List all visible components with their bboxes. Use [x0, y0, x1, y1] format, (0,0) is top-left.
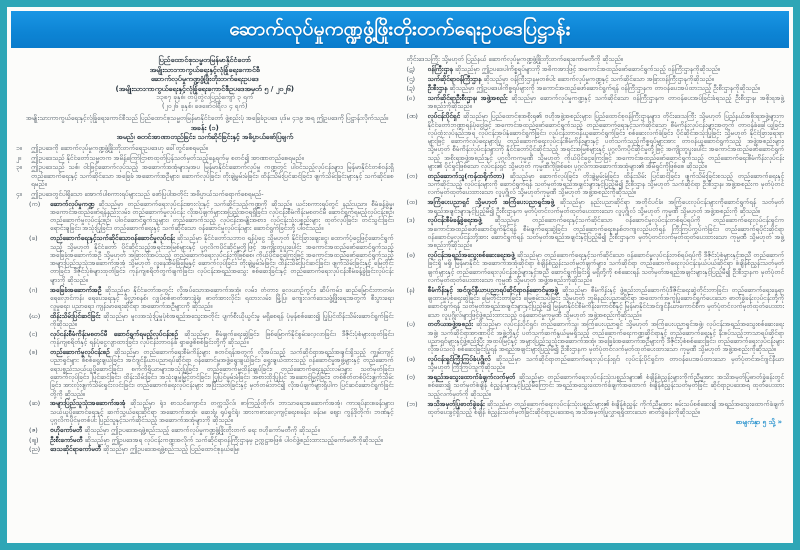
definition-marker: (ပ): [406, 320, 416, 329]
definition-item: [407, 94, 785, 111]
definition-marker: (က): [29, 199, 41, 208]
section-item: [16, 144, 394, 152]
definition-text: [428, 112, 785, 170]
definition-term: အများပြည်သူသုံးအဆောက်အအုံ: [50, 399, 126, 408]
section-item: [16, 154, 394, 162]
definition-term: တည်ဆောက်ရေးနှင့်သက်ဆိုင်သောဝန်ဆောင်မှုလုပ်ငန်း: [50, 234, 175, 243]
definition-body: ဆိုသည်မှာ နိုင်ငံတော်သဘာဝ ရန်ပုံငွေ သို့မဟုတ် နိုင်ငံခြားချေးငွေ၊ ထောက်ပံ့ငွေဖြင့်ဆောင်ရွက်သည့် သို့မဟုတ် နိုင်ငံတော် ပိုင်ဆိုင်သည့်အရင်းအမြစ်များနှင့် ပုဂ္ဂလိကပိုင်ဆိုင်မှုတို့ဖြင့် အကျိုးတူပူးပေါင်း အကောင်အထည်ဖော်ဆောင်ရွက်သည့် အခြေခံအဆောက်အဦ သို့မဟုတ် အခြားလိုအပ်သည့် တည်ဆောက်ရေးလုပ်ငန်းကိုဖြစ်စေ၊ ကိုယ်ပိုင်ငွေကြေးဖြင့် အကောင်အထည်ဖော်ဆောင်ရွက်သည့် အများပြည်သူသုံးအဆောက်အအုံ သို့မဟုတ် လူနေအိမ်ခြံမြေနှင့် ဆောက်လုပ်ခြင်း၊ တိုးချဲ့မွမ်းမံခြင်း၊ ထိန်းသိမ်းပြင်ဆင်ခြင်း၊ ဖျက်သိမ်းခြင်းနှင့် မြေတိုင်းတာခြင်း၊ ဒီဇိုင်းပုံစံများထုတ်ခြင်း၊ ကုန်ကျစရိတ်တွက်ချက်ခြင်း၊ လုပ်ငန်းအရည်အသွေး စစ်ဆေးခြင်းနှင့် တည်ဆောက်ရေးလုပ်ငန်းစီမံခန့်ခွဲခြင်းလုပ်ငန်းများကို ဆိုသည်။: [50, 234, 394, 284]
section-text: ဤဥပဒေကို ဆောက်လုပ်မှုကဏ္ဍဖွံ့ဖြိုးတိုးတက်ရေးဥပဒေဟု ခေါ်တွင်စေရမည်။: [31, 143, 208, 152]
definition-item: [407, 286, 785, 319]
definition-marker: (စ): [29, 348, 38, 357]
definition-marker: (ဏ): [406, 112, 418, 121]
definition-marker: (န): [406, 285, 415, 294]
definition-text: [428, 400, 785, 417]
section-text: ဤဥပဒေတွင်ပါရှိသော အောက်ပါစကားရပ်များသည် ဖော်ပြပါအတိုင်း အဓိပ္ပာယ်သက်ရောက်စေရမည်-: [31, 189, 264, 198]
definition-text: [50, 445, 394, 453]
definition-term: ဦးစီးကော်မတီ: [50, 435, 83, 444]
banner-title: ဆောက်လုပ်မှုကဏ္ဍဖွံ့ဖြိုးတိုးတက်ရေးဥပဒေပြဋ္ဌာန်း: [229, 18, 571, 40]
section-text: ဤဥပဒေသည် နိုင်ငံတော်သမ္မတက အမိန့်ကြော်ငြာစာထုတ်ပြန်သတ်မှတ်သည့်နေ့ရက်မှ စတင်၍ အာဏာတည်စေရမည်။: [31, 153, 304, 162]
definition-body: ဆိုသည်မှာ နည်းပညာဆိုင်ရာ အတိုင်ပင်ခံ၊ အကြံပေးလုပ်ငန်းများကိုဆောင်ရွက်ရန် သတ်မှတ်အရည်အချင်းများနှင့်ပြည့်မီ၍ ဦးစီးဌာနက မှတ်ပုံတင်လက်မှတ်ထုတ်ပေးထားသော လူပုဂ္ဂိုလ် သို့မဟုတ် ကုမ္ပဏီ သို့မဟုတ် အဖွဲ့အစည်းကို ဆိုသည်။: [427, 198, 784, 215]
article-columns: [7, 53, 793, 549]
definition-body: ဆိုသည်မှာ ဤဥပဒေပါကိစ္စရပ်များကို အဓိကအားဖြင့် အကောင်အထည်ဖော်ဆောင်ရွက်သည့် ဝန်ကြီးဌာနကိုဆိုသည်။: [454, 64, 720, 73]
definition-text: [50, 348, 394, 398]
definition-item: [29, 330, 394, 347]
definition-term: ဦးစီးဌာန: [427, 84, 448, 93]
section-marker: ၃။: [16, 163, 22, 172]
definition-text: [428, 216, 785, 249]
definition-body: ဆိုသည်မှာ တည်ဆောက်ရေးလုပ်ငန်းသုံးပစ္စည်းများ၏ စံချိန်စံညွှန်းများကိုက်ညီမှုအား အသိအမှတ်ပြုဓာတ်ခွဲခန်းတွင် စစ်ဆေး၍ သတ်မှတ်စံချိန် စံညွှန်းများနှင့်ပြည့်မီကြောင်း အရည်အသွေးထောက်ခံချက်အထောက် စံချိန်စံညွှန်းသတ်မှတ်ခြင်း ဆိုင်ရာဥပဒေအရ ထုတ်ပေးထားသည့်လက်မှတ်ကို ဆိုသည်။: [427, 373, 784, 398]
definition-marker: (ဍ): [406, 84, 416, 93]
definition-text: [50, 234, 394, 284]
definition-item: [407, 84, 785, 92]
definition-body: ဆိုသည်မှာ စီမံချက်ရေးဆွဲခြင်း၊ ဖြစ်မြောက်နိုင်စွမ်းလေ့လာခြင်း၊ ဒီဇိုင်းပုံစံများထုတ်ခြင်း၊ ကုန်ကျစရိတ်နှင့် ရန်ပုံငွေလျာထားခြင်း၊ လုပ်ငန်းတာဝန်ခံ ရှာဖွေစိစစ်ခြင်းတို့ကို ဆိုသည်။: [50, 330, 394, 347]
right-column: [407, 55, 785, 549]
definition-text: [428, 373, 785, 398]
definition-body: ဆိုသည်မှာ တည်ဆောက်ရေးလုပ်ငန်းအားလုံးနှင့် သက်ဆိုင်သည့်ကဏ္ဍကို ဆိုသည်။ ယင်းစကားရပ်တွင် နည်းပညာ၊ စီမံခန့်ခွဲမှု၊ အကောင်အထည်ဖော်ရန်နည်းလမ်း၊ တည်ဆောက်မှုလုပ်ငန်း လိုအပ်ချက်များအပြည့်အဝရရှိခြင်း၊ လုပ်ငန်းစီမံကိန်းမစတင်မီ ဆောင်ရွက်ရမည့်လုပ်ငန်းစဉ်၊ တည်ဆောက်မှုလုပ်ငန်းစဉ်၊ ပါဝင်ဆောင်ရွက်သူများ၊ တည်ဆောက်သည့် လုပ်ငန်းအမျိုးအစား၊ လုပ်ငန်းသုံးပစ္စည်းများ ထုတ်လုပ်ခြင်း၊ တင်သွင်းခြင်း၊ ရောင်းချခြင်း၊ အသုံးပြုခြင်း၊ တည်ဆောက်ရေးနှင့် သက်ဆိုင်သော ဝန်ဆောင်မှုလုပ်ငန်းများ ဆောင်ရွက်ခြင်းတို့ ပါဝင်သည်။: [50, 199, 394, 233]
definition-text: [50, 312, 394, 329]
definition-text: [428, 320, 785, 353]
definition-term: အကြံပေးပညာရှင် သို့မဟုတ် အကြံပေးပညာရှင်အဖွဲ့: [427, 198, 555, 207]
masthead-law-title: ဆောက်လုပ်မှုကဏ္ဍဖွံ့ဖြိုးတိုးတက်ရေးဥပဒေ: [150, 74, 259, 83]
definitions-right: [407, 65, 785, 416]
definition-body: ဆိုသည်မှာ တည်ဆောက်ရေးစီမံကိန်းများ စတင်ရန်အတွက် လိုအပ်သည့် သက်ဆိုင်ရာအရည်အချင်းရှိသည့် ကျွမ်းကျင်ပညာရှင်များ စိစစ်ရွေးချယ်ခြင်း၊ အင်ဂျင်နီယာပညာရပ်ဆိုင်ရာ ဝန်ဆောင်မှုအဖွဲ့ရွေးချယ်ခြင်း၊ ရွေးချယ်ထားသည့် ဝန်ဆောင်မှုအဖွဲ့များနှင့် တည်ဆောက်ရေးပစ္စည်းသယ်ယူပို့ဆောင်ခြင်း၊ စက်ကိရိယာများအသုံးပြုခြင်း၊ တည်ဆောက်မှုထိန်းချုပ်ခြင်း၊ တည်ဆောက်ရေးနည်းလမ်းများ သတ်မှတ်ခြင်း၊ ဆောက်လုပ်ခြင်း၊ ပြင်ဆင်ခြင်း၊ ထိန်းသိမ်းခြင်း၊ အသုံးချမှုမြှင့်တင်ခြင်း၊ ပြုပြင်မွမ်းမံခြင်း၊ အစားထိုးပြုပြင် အဆောင့်မြှင့်ခြင်း၊ တစ်စိတ်တစ်ပိုင်းဖျက်သိမ်းခြင်း၊ အားလုံးဖျက်သိမ်းရှင်းလင်းခြင်း၊ တည်ဆောက်ရေးလုပ်ငန်းများ အပြီးသတ်ခြင်းနှင့် မှတ်တမ်းတင်၍ လိုအပ်ချက်များရှိပါက ပြင်ဆင်ဆောင်ရွက်ခြင်းတို့ကို ဆိုသည်။: [50, 348, 394, 398]
definition-term: ဝန်ကြီးဌာန: [427, 64, 453, 73]
definition-item: [407, 251, 785, 284]
definition-term: ဆောက်လုပ်မှုကဏ္ဍ: [50, 199, 95, 208]
definition-text: [50, 200, 394, 233]
definition-marker: (ခ): [29, 234, 38, 243]
definition-text: [50, 436, 394, 444]
definition-text: [428, 75, 785, 83]
law-masthead: [16, 55, 394, 111]
masthead-council-title: အမျိုးသားကာကွယ်ရေးနှင့်လုံခြုံရေးကောင်စီ: [149, 64, 260, 74]
definition-term: တည်ဆောက်မှုလုပ်ငန်းစဉ်: [50, 348, 110, 357]
definition-item: [29, 436, 394, 444]
definition-term: စီမံကိန်းနှင့် အင်ဂျင်နီယာပညာရပ်ဆိုင်ရာဝန်ဆောင်မှုအဖွဲ့: [427, 285, 559, 294]
definition-marker: (ဒ): [406, 216, 415, 225]
definition-term: လုပ်ငန်းပိုင်ရှင်: [427, 112, 461, 121]
definition-marker: (ဂ): [29, 285, 38, 294]
definition-text: [50, 399, 394, 424]
left-column: [16, 55, 394, 549]
definition-body: ဆိုသည်မှာ သက်ဆိုင်ရာတည်ဆောက်ရေးလုပ်ငန်းရှင်၊ လုပ်ငန်းပိုင်ရှင်က တာဝန်ပေးအပ်ထားသော မှတ်ပုံတင်အင်ဂျင်နီယာ သို့မဟုတ် ကြီးကြပ်သူကိုဆိုသည်။: [427, 355, 784, 372]
definition-marker: (တ): [406, 171, 418, 180]
definition-term: အခြေခံအဆောက်အဦ: [50, 285, 102, 294]
definition-marker: (ဘ): [406, 399, 418, 408]
definition-item: [29, 234, 394, 284]
definition-term: အရည်အသွေးထောက်ခံချက်လက်မှတ်: [427, 373, 516, 382]
masthead-date-myanmar: ၁၃၈၇ ခုနှစ်၊ တပို့တွဲလပြည့်ကျော် ၃ ရက်: [156, 93, 254, 101]
definition-body: ဆိုသည်မှာ ဤဥပဒေပါကိစ္စရပ်များကို အကောင်အထည်ဖော်ဆောင်ရွက်ရန် ဝန်ကြီးဌာနက တာဝန်ပေးအပ်ထားသည့် ဦးစီးဌာနကိုဆိုသည်။: [449, 84, 760, 93]
definition-term: လုပ်ငန်းရှင်ကြီးကြပ်ခံပုဂ္ဂိုလ်: [427, 355, 491, 364]
definition-marker: (ဗ): [406, 373, 416, 382]
definition-term: ဒေသဆိုင်ရာကော်မတီ: [50, 445, 101, 454]
section-item: [16, 190, 394, 198]
definition-term: သက်ဆိုင်ရာဦးစီးဌာန၊ အဖွဲ့အစည်း: [427, 94, 508, 103]
definition-text: [428, 286, 785, 319]
definition-item: [407, 320, 785, 353]
section-item: [16, 163, 394, 188]
definition-item: [29, 312, 394, 329]
definition-text: [428, 251, 785, 284]
definition-text: [50, 330, 394, 347]
definition-body: ဆိုသည်မှာ ရုံး၊ စာသင်ကျောင်း၊ တက္ကသိုလ်၊ စာကြည့်တိုက်၊ ဘာသာရေးအဆောက်အအုံ၊ ကားရပ်နားစခန်းများ၊ သယ်ယူပို့ဆောင်ရေးနှင့် ဆက်သွယ်ရေးဆိုင်ရာ အဆောက်အအုံ၊ ဆေးရုံ၊ ရုပ်ရှင်ရုံ၊ အားကစားလေ့ကျင့်ရေးစခန်း၊ ခန်းမ၊ ဈေး၊ ကွန်ဒိုတိုက်၊ ဘဏ်နှင့် ပုဂ္ဂလိကပိုင်မှတစ်ပါး ပြည်သူနှင့်သက်ဆိုင်သည့် အဆောက်အအုံများကို ဆိုသည်။: [50, 399, 394, 424]
page-banner: [11, 11, 789, 48]
definition-body: ဆိုသည်မှာ ဆောက်လုပ်ခြင်း၊ တိုးချဲ့မွမ်းမံခြင်း၊ ထိန်းသိမ်း ပြင်ဆင်ခြင်း၊ ဖျက်သိမ်းခြင်းစသည့် တည်ဆောက်ရေးနှင့်သက်ဆိုင်သည့် လုပ်ငန်းများကို ဆောင်ရွက်ရန် သတ်မှတ်အရည်အချင်းများနှင့်ပြည့်မီ၍ ဦးစီးဌာန သို့မဟုတ် သက်ဆိုင်ရာ ဦးစီးဌာန၊ အဖွဲ့အစည်းက မှတ်ပုံတင်လက်မှတ်ထုတ်ပေးထားသော လူပုဂ္ဂိုလ် သို့မဟုတ်ကုမ္ပဏီ သို့မဟုတ် အဖွဲ့အစည်းကိုဆိုသည်။: [427, 171, 784, 197]
definition-body: ဆိုသည်မှာ တည်ဆောက်ရေးလုပ်ငန်းသုံးပစ္စည်းများ၏ စံချိန်စံညွှန်း ကိုက်ညီမှုအား စမ်းသပ်စစ်ဆေး၍ အရည်အသွေးထောက်ခံချက်ထုတ်ပေးခွင့်ရှိသည့် စံချိန် စံညွှန်းသတ်မှတ်ခြင်းဆိုင်ရာဥပဒေအရ အသိအမှတ်ပြုလွှာရရှိထားသော ဓာတ်ခွဲခန်းကိုဆိုသည်။: [427, 399, 784, 416]
definition-item: [407, 172, 785, 197]
definition-item: [407, 216, 785, 249]
section-list: [16, 144, 394, 198]
definition-body: ဆိုသည်မှာ ဆောက်လုပ်မှုကဏ္ဍနှင့် သက်ဆိုင်သော ဝန်ကြီးဌာနက တာဝန်ပေးအပ်ခြင်းခံရသည့် ဦးစီးဌာန၊ အစိုးရအဖွဲ့အစည်းကိုဆိုသည်။: [427, 94, 784, 111]
chapter-number: အခန်း (၁): [190, 124, 219, 133]
definition-marker: (ဌ): [406, 74, 416, 83]
enactment-paragraph: အမျိုးသားကာကွယ်ရေးနှင့်လုံခြုံရေးကောင်စီသည် ပြည်ထောင်စုသမ္မတမြန်မာနိုင်ငံတော် ဖွဲ့စည်းပုံ အခြေခံဥပဒေ ပုဒ်မ ၄၁၉ အရ ဤဥပဒေကို ပြဋ္ဌာန်းလိုက်သည်။: [26, 114, 389, 122]
definition-marker: (ဇ): [29, 425, 38, 434]
definition-text: [428, 355, 785, 372]
definition-item: [407, 355, 785, 372]
definition-term: အသိအမှတ်ပြုဓာတ်ခွဲခန်း: [427, 399, 485, 408]
definition-marker: (ဋ): [406, 64, 416, 73]
section-marker: ၂။: [16, 153, 22, 162]
definition-item: [407, 198, 785, 215]
definition-term: တည်ဆောက်သူ(ကန်ထရိုက်တာ): [427, 171, 505, 180]
definition-term: သက်ဆိုင်ရာဝန်ကြီးဌာန: [427, 74, 482, 83]
definition-text: [428, 198, 785, 215]
definition-item: [29, 200, 394, 233]
definition-body: ဆိုသည်မှာ ဤဥပဒေအရဖွဲ့စည်းသည့် ပြည်ထောင်စုနယ်မြေ၊: [103, 445, 240, 454]
continued-on-page-note: စာမျက်နှာ ၅ သို့ »: [735, 418, 782, 427]
definition-body: ဆိုသည်မှာ ဤဥပဒေအရဖွဲ့စည်းသည့် ဆောက်လုပ်မှုကဏ္ဍဖွံ့ဖြိုးတိုးတက် ရေး ဗဟိုကော်မတီကို ဆိုသည်။: [84, 425, 320, 434]
definition-item: [29, 426, 394, 434]
masthead-law-number: (အမျိုးသားကာကွယ်ရေးနှင့်လုံခြုံရေးကောင်စီဥပဒေအမှတ် ၅ / ၂၀၂၆): [115, 83, 294, 93]
definition-text: [428, 65, 785, 73]
definition-marker: (ဎ): [406, 94, 416, 103]
masthead-date-gregorian: (၂၀၂၆ ခုနှစ်၊ ဖေဖော်ဝါရီလ ၄ ရက်): [162, 102, 248, 110]
definition-term: လုပ်ငန်းစီမံခန့်ခွဲရေးအဖွဲ့: [427, 216, 482, 225]
definition-marker: (ထ): [406, 198, 418, 207]
definition-marker: (ဈ): [29, 435, 39, 444]
definition-item: [29, 348, 394, 398]
definition-marker: (ဆ): [29, 399, 41, 408]
definition-item: [29, 399, 394, 424]
definition-text: [428, 84, 785, 92]
definitions-left: [16, 200, 394, 454]
definition-marker: (ည): [29, 445, 41, 454]
chapter-title: အမည်၊ စတင်အာဏာတည်ခြင်း၊ သက်ဆိုင်ခြင်းနှင့် အဓိပ္ပာယ်ဖော်ပြချက်: [116, 133, 293, 142]
definition-body: ဆိုသည်မှာ လုပ်ငန်းပိုင်ရှင်၊ တည်ဆောက်သူ၊ အကြံပေးပညာရှင် သို့မဟုတ် အကြံပေးပညာရှင်အဖွဲ့၊ လုပ်ငန်းအရည်အသွေးစစ်ဆေးရေးအဖွဲ့၊ သက်ဆိုင်ရာအာဏာပိုင် အဖွဲ့တို့နှင့် ပတ်သက်ဆက်နွယ်မှုမရှိသည့် တည်ဆောက်ရေးကဏ္ဍဆိုင်ရာနှင့် တည်ဆောက်ရေးနှင့် နီးစပ်သည့်ဘာသာရပ်ဆိုင်ရာပညာရှင်များနှင့်ဖွဲ့စည်းပြီး အထပ်မြင့်နှင့် အများပြည်သူသုံးအဆောက်အအုံ၊ အခြေခံအဆောက်အဦများကို ဒီဇိုင်းပုံစံစစ်ဆေးခြင်း၊ တည်ဆောက်ရေးလုပ်ငန်းများ လိုအပ်သလို စစ်ဆေးခြင်းပြုရန် အရည်အချင်းများပြည့်မီ၍ ဦးစီးဌာနက မှတ်ပုံတင်လက်မှတ်ထုတ်ပေးထားသော ကုမ္ပဏီ သို့မဟုတ် အဖွဲ့အစည်းကိုဆိုသည်။: [427, 320, 784, 354]
section-text: ဤဥပဒေသည် သစ်၊ ဝါးဖြင့်ဆောက်လုပ်သည့် အဆောက်အအုံများမှအပ မြန်မာနိုင်ငံဆောက်လုပ်မှု ကဏ္ဍတွင် ပါဝင်သည့်လုပ်ငန်းများ၊ မြန်မာနိုင်ငံတစ်ဝန်းရှိ တည်ဆောက်ရေးနှင့် သက်ဆိုင်သော အခြေခံ အဆောက်အဦများ၊ ဆောက်လုပ်ခြင်း၊ တိုးချဲ့မွမ်းမံခြင်း၊ ထိန်းသိမ်းပြင်ဆင်ခြင်း၊ ဖျက်သိမ်းခြင်းများနှင့် သက်ဆိုင်စေရမည်။: [31, 163, 394, 188]
definition-item: [407, 75, 785, 83]
definition-item: [29, 286, 394, 311]
definition-text: [50, 286, 394, 311]
definition-term: လုပ်ငန်းအရည်အသွေးစစ်ဆေးရေးအဖွဲ့: [427, 251, 515, 260]
definition-marker: (ဓ): [406, 251, 416, 260]
definition-item: [407, 400, 785, 417]
masthead-state-title: ပြည်ထောင်စုသမ္မတမြန်မာနိုင်ငံတော်: [158, 55, 252, 64]
definition-text: [428, 172, 785, 197]
definition-body: ဆိုသည်မှာ မူလအသုံးပြုမှုပုံစံအရည်အသွေးအတိုင်း ပျက်စီးယိုယွင်းမှု မရှိစေရန် ပုံမှန်စစ်ဆေး၍ ပြုပြင်ထိန်းသိမ်းဆောင်ရွက်ခြင်းကိုဆိုသည်။: [50, 311, 394, 329]
definition-item: [407, 373, 785, 398]
definition-term: ထိန်းသိမ်းပြင်ဆင်ခြင်း: [50, 311, 101, 320]
definition-marker: (ဃ): [29, 311, 41, 320]
definition-body: ဆိုသည်မှာ စီမံကိန်းနှင့် ဖွဲ့စည်းတည်ဆောက်ပုံဒီဇိုင်းရေးဆွဲတိုင်းတာခြင်း၊ တည်ဆောက်ရေးနေရာချထားမှုပုံစံရေးဆွဲခြင်း၊ မြေတိုင်းတာခြင်း၊ မြေစမ်းသပ်ခြင်း သို့မဟုတ် ဘူမိနည်းပညာဆိုင်ရာ အထောက်အကူပြုဆောင်ရွက်ပေးသော ဓာတ်ခွဲခန်းလုပ်ငန်းတို့ကို ဆောင်ရွက်ရန် သတ်မှတ်အရည်အချင်းများနှင့်ပြည့်မီ၍ မြန်မာနိုင်ငံစီမံကိန်းကောင်စီနှင့် မြန်မာနိုင်ငံအင်ဂျင်နီယာကောင်စီက မှတ်ပုံတင်လက်မှတ်ထုတ်ပေးထားသော လူပုဂ္ဂိုလ်များဖြင့်ဖွဲ့စည်းထားသည့် ဝန်ဆောင်မှုကုမ္ပဏီ သို့မဟုတ် အဖွဲ့အစည်းကိုဆိုသည်။: [427, 285, 784, 319]
definition-item: [29, 445, 394, 453]
definition-term: တတိယအဖွဲ့အစည်း: [427, 320, 473, 329]
definition-marker: (င): [29, 330, 38, 339]
definition-body: ဆိုသည်မှာ တည်ဆောက်ရေးနှင့်သက်ဆိုင်သော ဝန်ဆောင်မှုလုပ်ငန်းတစ်ရပ်ရပ်ကို ဒီဇိုင်းပုံစံများနှင့်အညီ တည်ဆောက်ခြင်းရှိ မရှိ၊ မြန်မာနိုင်ငံ အဆောက်အအုံဆိုင်ရာ စံချိန်စံညွှန်းသတ်မှတ်ချက်များ၊ သက်ဆိုင်ရာ တည်ဆောက်ရေးလုပ်ငန်းနယ်ပယ်ဆိုင်ရာ စံချိန်စံညွှန်းသတ်မှတ်ချက်များနှင့် တည်ဆောက်ရေးလုပ်ငန်းစဉ်များနှင့်အညီ ဆောင်ရွက်ခြင်းရှိ မရှိတို့ကို စစ်ဆေးရန် သတ်မှတ်အရည်အချင်းများနှင့်ပြည့်မီ၍ ဦးစီးဌာနက မှတ်ပုံတင်လက်မှတ်ထုတ်ပေးထားသော ကုမ္ပဏီ သို့မဟုတ် အဖွဲ့အစည်းကိုဆိုသည်။: [427, 251, 784, 284]
section-marker: ၁။: [16, 143, 22, 152]
definition-item: [407, 65, 785, 73]
definition-item: [407, 112, 785, 170]
definition-term: လုပ်ငန်းစီမံကိန်းမစတင်မီ ဆောင်ရွက်ရမည့်လုပ်ငန်းစဉ်: [50, 330, 178, 339]
definition-term: ဗဟိုကော်မတီ: [50, 425, 83, 434]
runover-text: တိုင်းဒေသကြီး သို့မဟုတ် ပြည်နယ် ဆောက်လုပ်မှုကဏ္ဍဖွံ့ဖြိုးတိုးတက်ရေးကော်မတီကို ဆိုသည်။: [406, 55, 623, 63]
definition-marker: (ဖ): [406, 355, 416, 364]
definition-body: ဆိုသည်မှာ ဤဥပဒေအရ လုပ်ငန်းကဏ္ဍအလိုက် သက်ဆိုင်ရာဝန်ကြီးဌာနမှ ဥက္ကဋ္ဌအဖြစ် ပါဝင်ဖွဲ့စည်းထားသည့်ကော်မတီကိုဆိုသည်။: [84, 435, 383, 444]
section-marker: ၄။: [16, 189, 22, 198]
definition-body: ဆိုသည်မှာ တည်ဆောက်ရေးနှင့်သက်ဆိုင်သော ဝန်ဆောင်မှုလုပ်ငန်းတစ်ရပ်ရပ်ကို တည်ဆောက်ရေးလုပ်ငန်းရှင်က အကောင်အထည်ဖော်ဆောင်ရွက်နိုင်ရန် စီမံချက်ရေးဆွဲခြင်း၊ တည်ဆောက်ရေးစနစ်တကျလည်ပတ်ရန် ကြီးကြပ်ကွပ်ကဲခြင်း၊ တည်ဆောက်ရပိုင်းဆိုင်ရာ ဝန်ဆောင်မှုလုပ်ငန်းတို့အား ဆောင်ရွက်ရန် သတ်မှတ်အရည်အချင်းနှင့်ပြည့်မီ၍ ဦးစီးဌာနက မှတ်ပုံတင်လက်မှတ်ထုတ်ပေးထားသော ကုမ္ပဏီ သို့မဟုတ် အဖွဲ့အစည်းကိုဆိုသည်။: [427, 216, 784, 250]
definition-body: ဆိုသည်မှာ ပြည်ထောင်စုအစိုးရ၏ ဗဟိုအဖွဲ့အစည်းများ၊ ပြည်ထောင်စုဝန်ကြီးဌာနများ၊ တိုင်းဒေသကြီး သို့မဟုတ် ပြည်နယ်အစိုးရအဖွဲ့များက နိုင်ငံတော်ဘဏ္ဍာရန်ပုံငွေဖြင့် အကောင်အထည်ဖော်ဆောင်ရွက်သည့် တည်ဆောက်ရေးနှင့်သက်ဆိုင်သော စီမံကိန်းလုပ်ငန်းများအတွက် တာဝန်ခံခေါ်ယူခြင်း၊ လုပ်ထုံးလုပ်နည်းအရ လုပ်ငန်းအပ်နှံဆောင်ရွက်ခြင်း၊ လုပ်ငန်းတာဝန်ယူဆောင်ရွက်ခြင်း၊ စစ်ဆေးလက်ခံခြင်း၊ ပိုင်ဆိုင်အသုံးပြုခြင်း သို့မဟုတ် နိုင်ငံခြားရေးရာများဖြင့် ဆောက်လုပ်ရေးများပြု တည်ဆောက်ရေးလုပ်ငန်းစီမံကိန်းများနှင့် ပတ်သက်သည့်ကိစ္စရပ်များအား တာဝန်ယူဆောင်ရွက်သည့် အဖွဲ့အစည်းများ၊ သို့မဟုတ် စီမံကိန်းလုပ်ငန်းများကို နိုင်ငံတော်ပိုင်ဆိုင်သည့် အရင်းအမြစ်များနှင့် ပုဂ္ဂလိကပိုင်ဆိုင်မှုတို့ဖြင့် အကျိုးတူပူးပေါင်း အကောင်အထည်ဖော်ဆောင်ရွက်သည့် အစိုးရအဖွဲ့အစည်းနှင့် ပုဂ္ဂလိကကုမ္ပဏီ သို့မဟုတ် ကိုယ်ပိုင်ငွေကြေးဖြင့် အကောင်အထည်ဖော်ဆောင်ရွက်သည့် တည်ဆောက်ရေးစီမံကိန်းလုပ်ငန်းများ၏ ပိုင်ရှင်ဖြစ်သော လုပ်ငန်းရှင် သို့မဟုတ် ကုမ္ပဏီကိုဖြစ်စေ၊ ပုဂ္ဂလိကအဆောက်အအုံများ၏ အိမ်ရှင်ကိုဖြစ်စေ ဆိုသည်။: [427, 112, 784, 171]
definition-text: [428, 94, 785, 111]
definition-text: [50, 426, 394, 434]
definition-body: ဆိုသည်မှာ နိုင်ငံတော်အတွင်း လိုအပ်သောအဆောက်အအုံ၊ လမ်း၊ တံတား၊ လေယာဉ်ကွင်း၊ ဆိပ်ကမ်း၊ ဆည်မြောင်းတာတမံ၊ ရေလှောင်ကန်၊ ရေပေးရေးနှင့် မိလ္လာစနစ်၊ လျှပ်စစ်ဓာတ်အားခွဲရုံ၊ ဓာတ်အားလိုင်း၊ ရထားလမ်း၊ မြို့ပြ၊ ကျေးလက်ဒေသဖွံ့ဖြိုးရေးအတွက် စီးပွားရေး၊ လူမှုရေး၊ ပညာရေး၊ ကျန်းမာရေးဆိုင်ရာ အဆောက်အဦများကို ဆိုသည်။: [50, 285, 394, 311]
definition-body: ဆိုသည်မှာ ဝန်ကြီးဌာနမှတစ်ပါး ဆောက်လုပ်မှုကဏ္ဍနှင့် သက်ဆိုင်သော အခြားဝန်ကြီးဌာနကိုဆိုသည်။: [483, 74, 714, 83]
